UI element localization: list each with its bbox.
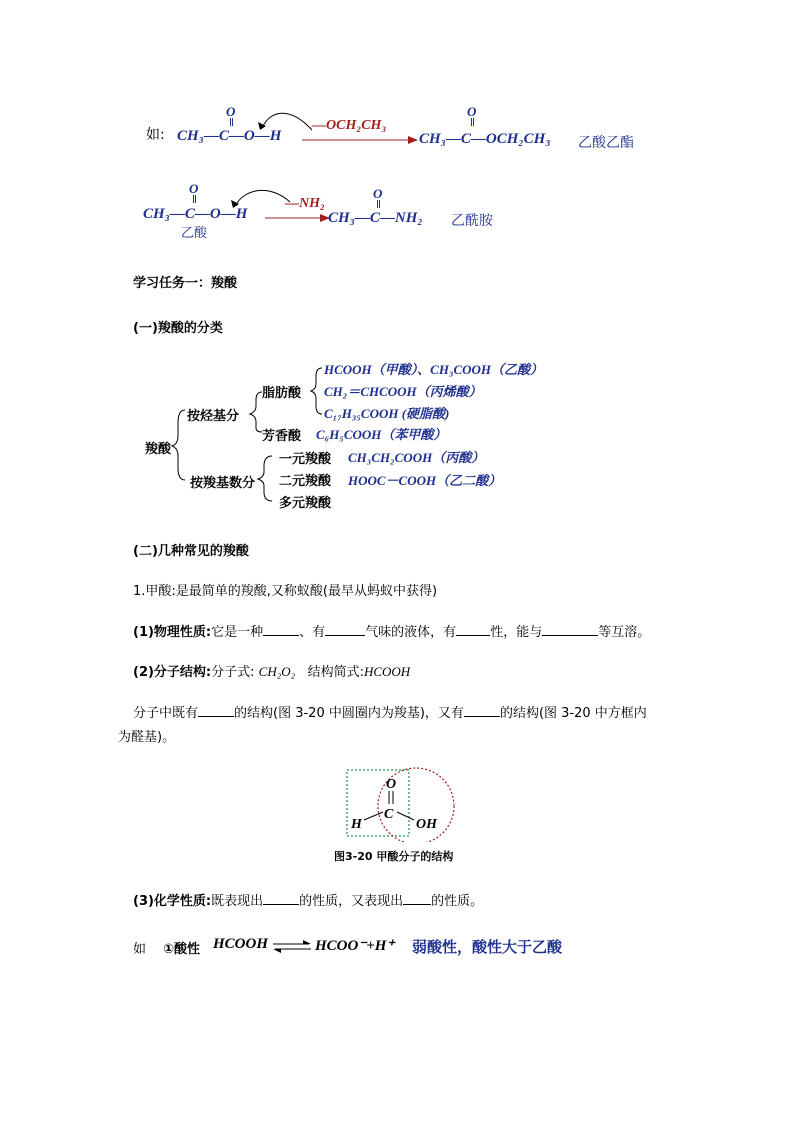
acid-eq-left: HCOOH [213,936,269,952]
chem-text: 既表现出 [211,894,264,909]
acid-note: 弱酸性，酸性大于乙酸 [412,938,563,956]
desc-text: 分子中既有 [133,706,199,721]
fatty-example-2: CH₂＝CHCOOH（丙烯酸） [324,384,482,399]
chem-text: 的性质。 [431,894,484,909]
svg-text:H: H [351,817,362,832]
blank-field[interactable] [263,892,299,905]
blank-field[interactable] [263,623,299,636]
branch-by-hydrocarbon: 按烃基分 [187,409,240,424]
tree-root: 羧酸 [145,442,172,457]
blank-field[interactable] [325,623,365,636]
struct-simple-label: 结构简式: [307,665,364,680]
double-bond-mark [377,200,380,208]
phys-text: 它是一种 [211,625,264,640]
svg-text:C: C [384,807,394,822]
struct-label: (2)分子结构: [133,665,212,680]
structural-formula: HCOOH [363,664,411,679]
equilibrium-arrow [271,940,313,954]
mono-acid-label: 一元羧酸 [279,452,332,467]
amide-oxygen: O [373,186,383,201]
double-bond-mark [471,118,474,126]
phys-label: (1)物理性质: [133,625,212,640]
acetic-acid-formula: CH₃—C—O—H [177,128,282,144]
figure-caption: 图3-20 甲酸分子的结构 [334,850,454,863]
chem-text: 的性质，又表现出 [299,894,404,909]
poly-acid-label: 多元羧酸 [279,496,332,511]
phys-text: 等互溶。 [598,625,651,640]
example-prefix: 如: [146,127,165,143]
phys-text: 性，能与 [490,625,543,640]
acetic-acid-label: 乙酸 [181,226,208,241]
acid-eq-right: HCOO⁻+H⁺ [315,938,395,954]
chemical-properties [133,890,483,909]
phys-text: 、有 [299,625,326,640]
aromatic-example: C₆H₅COOH（苯甲酸） [316,427,447,442]
product-oxygen: O [467,104,477,119]
acetic-acid-formula-2: CH₃—C—O—H [143,206,248,222]
ethoxy-reagent: —OCH₂CH₃ [312,118,387,133]
blank-field[interactable] [464,704,500,717]
formic-intro: 1.甲酸:是最简单的羧酸,又称蚁酸(最早从蚂蚁中获得) [133,584,438,599]
ester-product-formula: CH₃—C—OCH₂CH₃ [419,131,551,147]
acid-prefix: 如 [133,942,147,957]
molecular-formula: CH₂O₂ [258,664,296,679]
blank-field[interactable] [403,892,431,905]
struct-formula-label: 分子式: [211,665,255,680]
acid-label: ①酸性 [163,942,201,957]
ester-name: 乙酸乙酯 [578,135,634,151]
di-acid-label: 二元羧酸 [279,474,332,489]
physical-properties [133,621,650,640]
fatty-example-1: HCOOH（甲酸）、CH₃COOH（乙酸） [324,362,544,377]
double-bond-mark [230,118,233,126]
svg-text:O: O [386,777,397,792]
aromatic-acid-label: 芳香酸 [262,429,302,444]
desc-text: 的结构(图 3-20 中方框内 [499,706,647,721]
blank-field[interactable] [456,623,490,636]
phys-text: 气味的液体，有 [365,625,457,640]
formic-acid-structure-diagram [342,764,460,842]
amide-product-formula: CH₃—C—NH₂ [328,210,423,226]
amino-reagent: —NH₂ [285,196,325,211]
fatty-acid-label: 脂肪酸 [262,386,302,401]
chem-label: (3)化学性质: [133,894,212,909]
section2-heading: (二)几种常见的羧酸 [133,544,249,559]
section1-heading: (一)羧酸的分类 [133,321,223,336]
structure-desc-line1 [133,702,647,721]
desc-text: 的结构(图 3-20 中圆圈内为羧基)，又有 [234,706,464,721]
fatty-example-3: C₁₇H₃₅COOH (硬脂酸) [324,406,450,421]
branch-by-carboxyl: 按羧基数分 [190,476,256,491]
blank-field[interactable] [542,623,598,636]
double-bond-mark [193,195,196,203]
amide-name: 乙酰胺 [451,213,493,229]
di-example: HOOC－COOH（乙二酸） [348,473,502,488]
svg-text:OH: OH [416,817,437,832]
mono-example: CH₃CH₂COOH（丙酸） [348,450,485,465]
carbonyl-oxygen: O [226,104,236,119]
carbonyl-oxygen: O [189,181,199,196]
blank-field[interactable] [198,704,234,717]
molecular-structure [133,661,410,680]
structure-desc-line2: 为醛基)。 [118,730,176,745]
task-heading: 学习任务一：羧酸 [133,276,238,291]
